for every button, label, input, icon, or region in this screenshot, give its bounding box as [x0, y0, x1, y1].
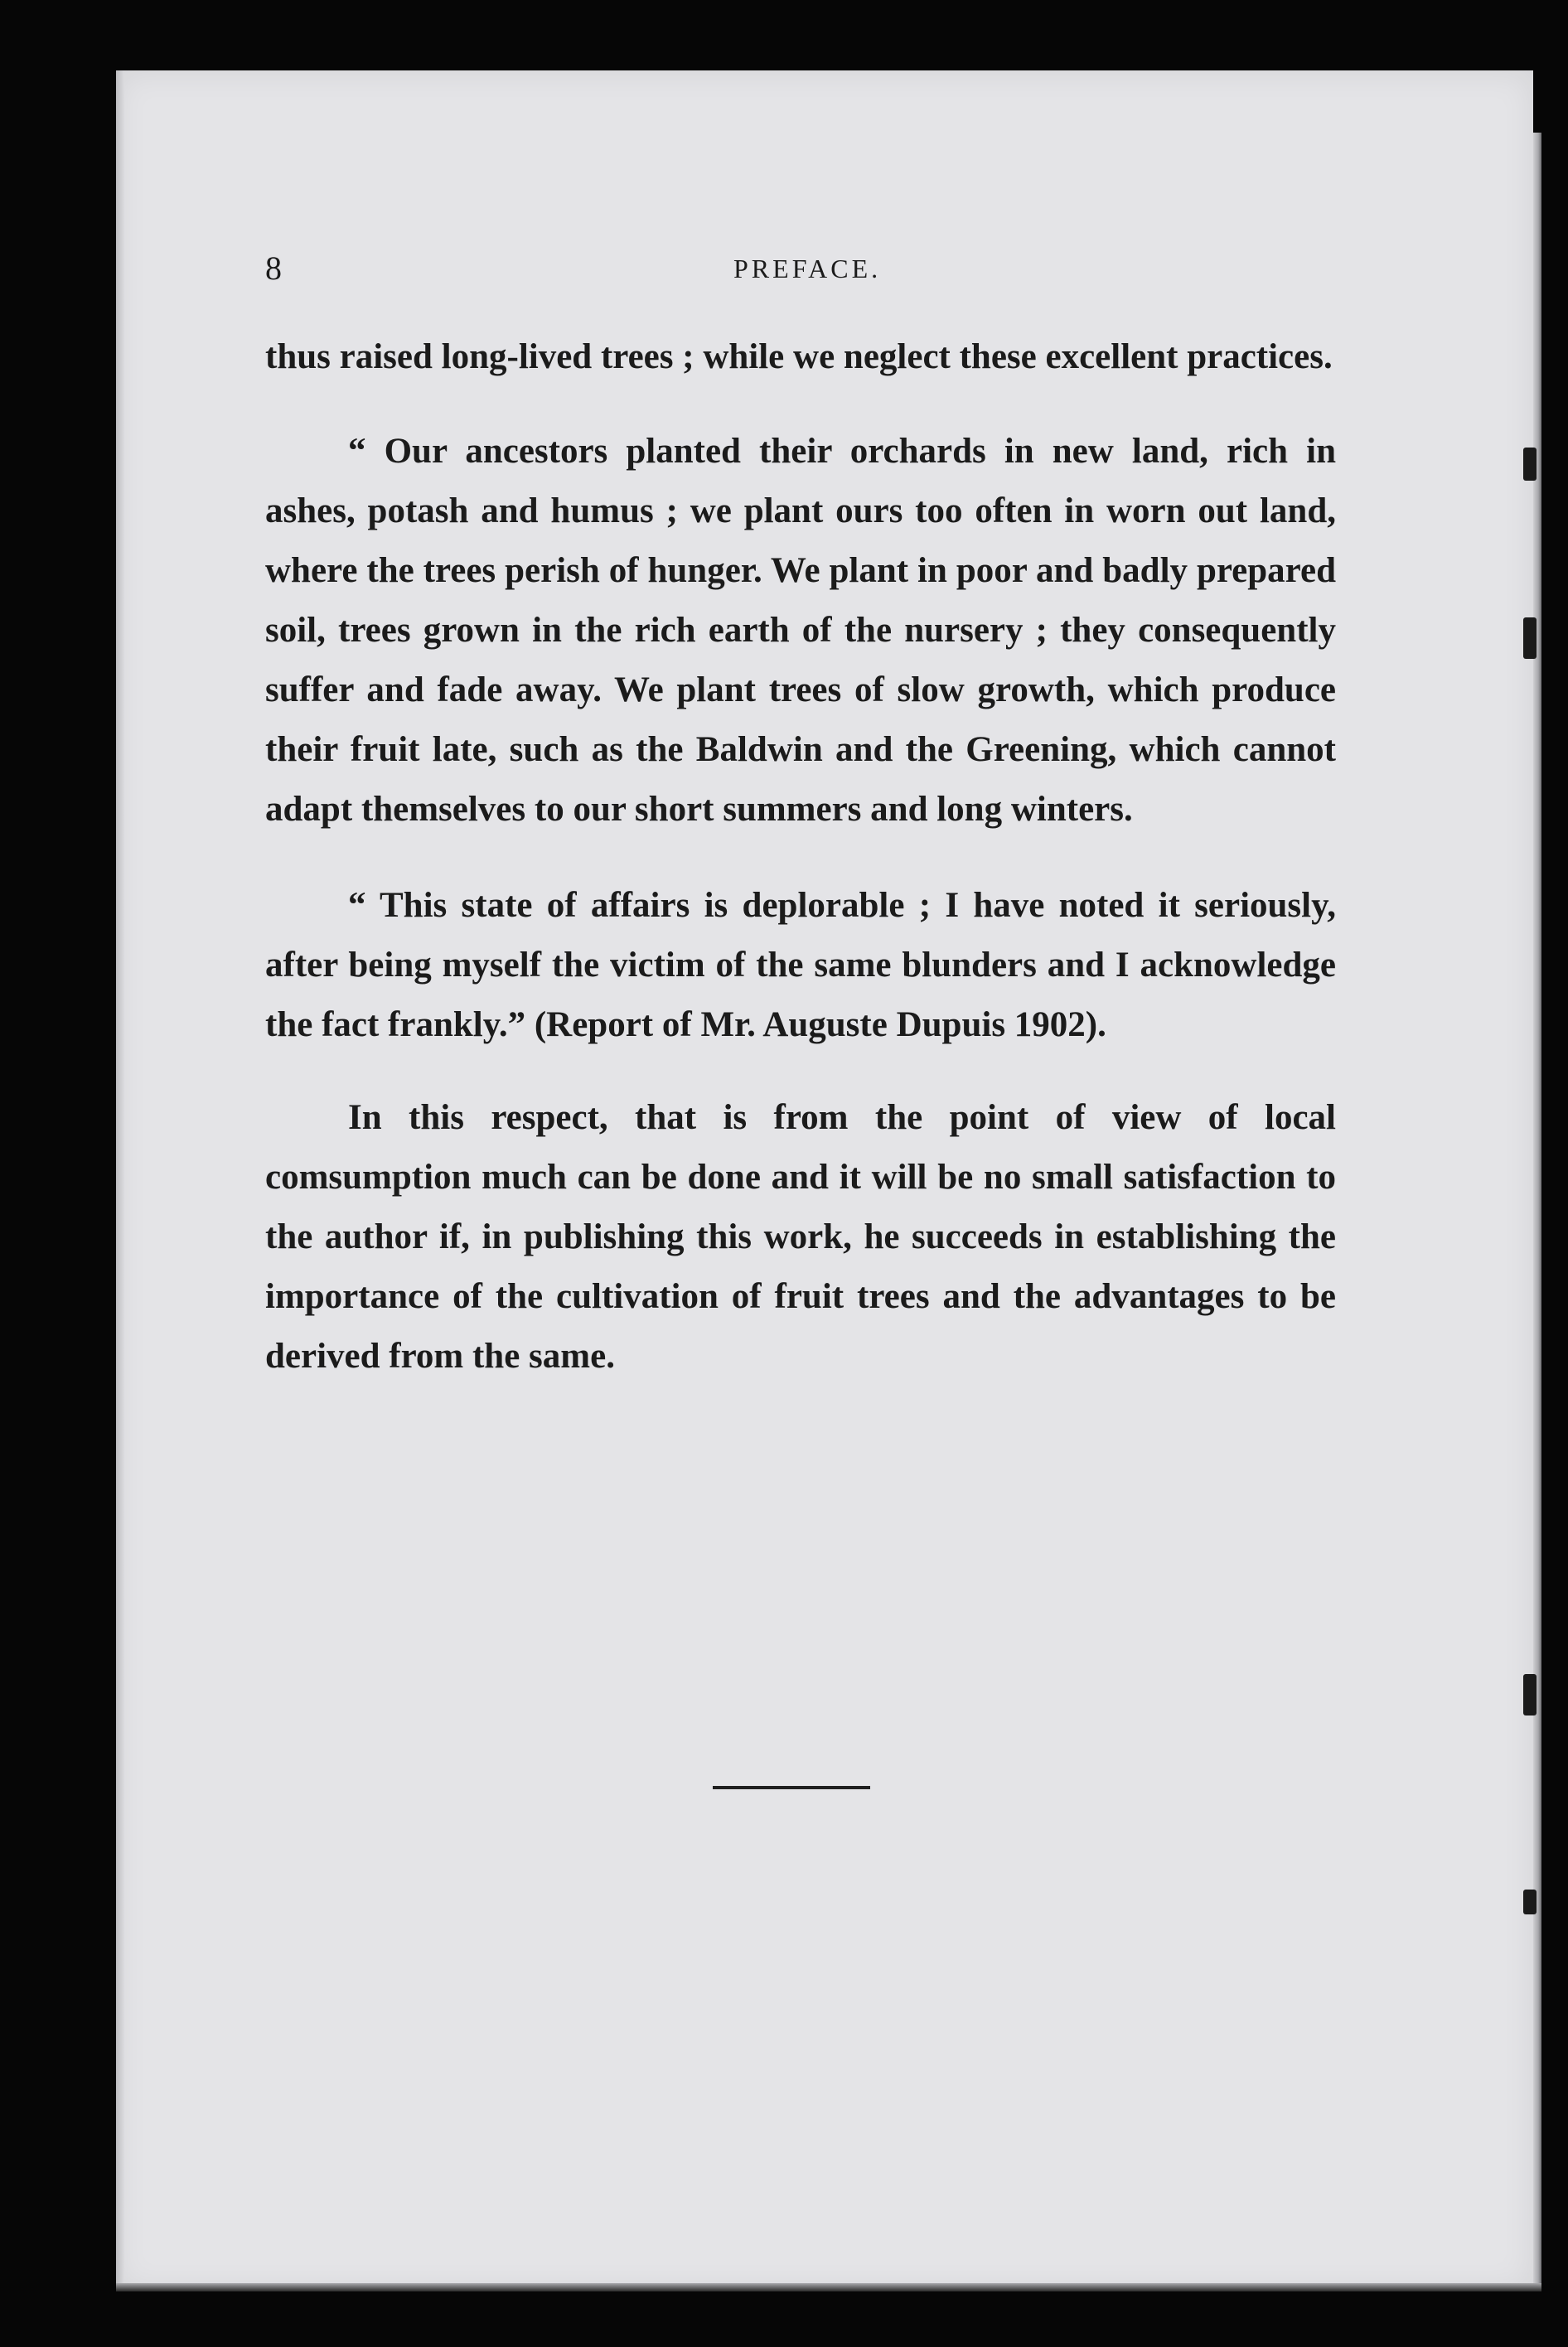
page-header: [265, 249, 1334, 298]
paragraph: “ Our ancestors planted their orchards in new land, rich in ashes, potash and humus ; we plant ours too often in worn out land, where the trees perish of hunger. We plant in poor and badly prepared soil, trees grown in the rich earth of the nursery ; they consequently suffer and fade away. We plant trees of slow growth, which produce their fruit late, such as the Baldwin and the Greening, which cannot adapt themselves to our short summers and long winters.: [265, 432, 1336, 829]
paragraph: thus raised long-lived trees ; while we neglect these excellent practices.: [265, 337, 1333, 376]
page-edge-mark: [1523, 1890, 1537, 1914]
paragraph: In this respect, that is from the point of view of local comsumption much can be done and it will be no small satisfaction to the author if, in publishing this work, he succeeds in establishing the importance of the cultivation of fruit trees and the advantages to be derived from the same.: [265, 1098, 1336, 1376]
page-left-edge: [116, 70, 124, 2291]
page-edge-mark: [1523, 617, 1537, 659]
page-number: 8: [265, 249, 283, 287]
section-end-rule: [713, 1786, 870, 1789]
paragraph: “ This state of affairs is deplorable ; I have noted it seriously, after being myself the victim of the same blunders and I acknowledge the fact frankly.” (Report of Mr. Auguste Dupuis 1902).: [265, 886, 1336, 1044]
running-head: PREFACE.: [733, 254, 882, 283]
page-edge-mark: [1523, 1674, 1537, 1715]
page-edge-mark: [1523, 448, 1537, 481]
page-bottom-edge: [116, 2283, 1541, 2291]
page-body: [265, 327, 1336, 1386]
